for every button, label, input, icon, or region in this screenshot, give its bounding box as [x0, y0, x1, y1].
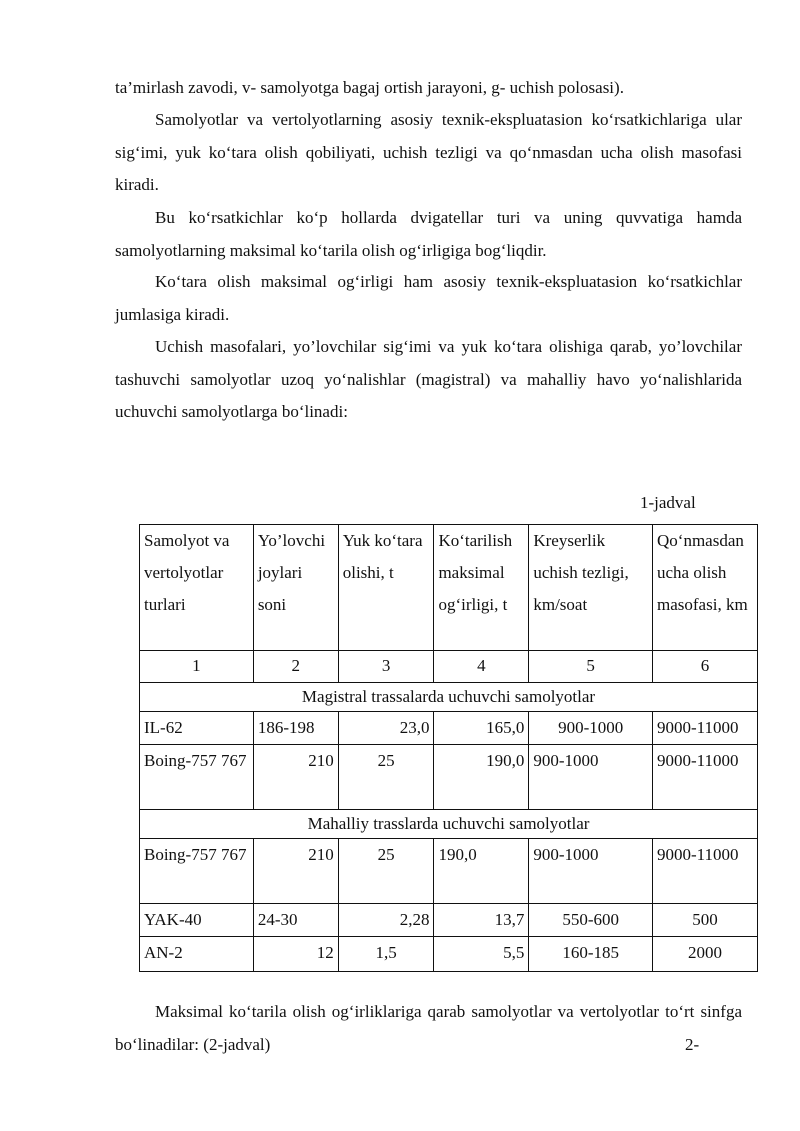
paragraph-intro: ta’mirlash zavodi, v- samolyotga bagaj ortish jarayoni, g- uchish polosasi).: [115, 78, 624, 97]
column-number: 3: [338, 651, 434, 683]
table-cell: 900-1000: [529, 839, 653, 904]
header-cell: Yuk ko‘tara olishi, t: [338, 525, 434, 651]
table-cell: 5,5: [434, 937, 529, 972]
table-row: [140, 745, 758, 810]
table-cell: 23,0: [338, 712, 434, 745]
section-row-magistral: [140, 683, 758, 712]
table-row: [140, 839, 758, 904]
paragraph-max-weight: Ko‘tara olish maksimal og‘irligi ham asosiy texnik-ekspluatasion ko‘rsatkichlar jumlasiga kiradi.: [115, 272, 742, 324]
table-caption: 1-jadval: [640, 493, 696, 512]
section-row-local: [140, 810, 758, 839]
table-cell: 9000-11000: [653, 712, 758, 745]
table-cell: AN-2: [140, 937, 254, 972]
table-cell: Boing-757 767: [140, 839, 254, 904]
header-cell: Ko‘tarilish maksimal og‘irligi, t: [434, 525, 529, 651]
table-cell: 9000-11000: [653, 745, 758, 810]
paragraph-indicators: Samolyotlar va vertolyotlarning asosiy texnik-ekspluatasion ko‘rsatkichlariga ular sig‘imi, yuk ko‘tara olish qobiliyati, uchish tezligi va qo‘nmasdan ucha olish masofasi kiradi.: [115, 110, 742, 194]
table-cell: 2,28: [338, 904, 434, 937]
column-number: 5: [529, 651, 653, 683]
table-cell: 190,0: [434, 745, 529, 810]
table-number-row: [140, 651, 758, 683]
table-cell: 550-600: [529, 904, 653, 937]
table-cell: 13,7: [434, 904, 529, 937]
table-cell: 190,0: [434, 839, 529, 904]
table-cell: 900-1000: [529, 745, 653, 810]
column-number: 4: [434, 651, 529, 683]
aircraft-table: [139, 524, 758, 972]
paragraph-footer: Maksimal ko‘tarila olish og‘irliklariga qarab samolyotlar va vertolyotlar to‘rt sinfga bo‘linadilar: (2-jadval): [115, 1002, 742, 1054]
table-cell: 500: [653, 904, 758, 937]
table-cell: 900-1000: [529, 712, 653, 745]
header-cell: Yo’lovchi joylari soni: [253, 525, 338, 651]
section-title: Mahalliy trasslarda uchuvchi samolyotlar: [140, 810, 758, 839]
table-row: [140, 904, 758, 937]
table-cell: 2000: [653, 937, 758, 972]
table-cell: 165,0: [434, 712, 529, 745]
table-cell: 25: [338, 839, 434, 904]
table-cell: IL-62: [140, 712, 254, 745]
table-cell: 1,5: [338, 937, 434, 972]
footer-trailing-text: 2-: [685, 1035, 700, 1054]
header-cell: Samolyot va vertolyotlar turlari: [140, 525, 254, 651]
table-header-row: [140, 525, 758, 651]
table-row: [140, 937, 758, 972]
table-cell: 9000-11000: [653, 839, 758, 904]
paragraph-classification: Uchish masofalari, yo’lovchilar sig‘imi va yuk ko‘tara olishiga qarab, yo’lovchilar tashuvchi samolyotlar uzoq yo‘nalishlar (magistral) va mahalliy havo yo‘nalishlarida uchuvchi samolyotlarga bo‘linadi:: [115, 337, 742, 421]
column-number: 6: [653, 651, 758, 683]
column-number: 1: [140, 651, 254, 683]
table-cell: 12: [253, 937, 338, 972]
paragraph-engines: Bu ko‘rsatkichlar ko‘p hollarda dvigatellar turi va uning quvvatiga hamda samolyotlarning maksimal ko‘tarila olish og‘irligiga bog‘liqdir.: [115, 208, 742, 260]
table-cell: 186-198: [253, 712, 338, 745]
section-title: Magistral trassalarda uchuvchi samolyotlar: [140, 683, 758, 712]
table-cell: 25: [338, 745, 434, 810]
table-cell: 24-30: [253, 904, 338, 937]
header-cell: Kreyserlik uchish tezligi, km/soat: [529, 525, 653, 651]
table-cell: 210: [253, 745, 338, 810]
column-number: 2: [253, 651, 338, 683]
table-cell: 210: [253, 839, 338, 904]
table-cell: YAK-40: [140, 904, 254, 937]
header-cell: Qo‘nmasdan ucha olish masofasi, km: [653, 525, 758, 651]
table-cell: 160-185: [529, 937, 653, 972]
table-row: [140, 712, 758, 745]
table-cell: Boing-757 767: [140, 745, 254, 810]
